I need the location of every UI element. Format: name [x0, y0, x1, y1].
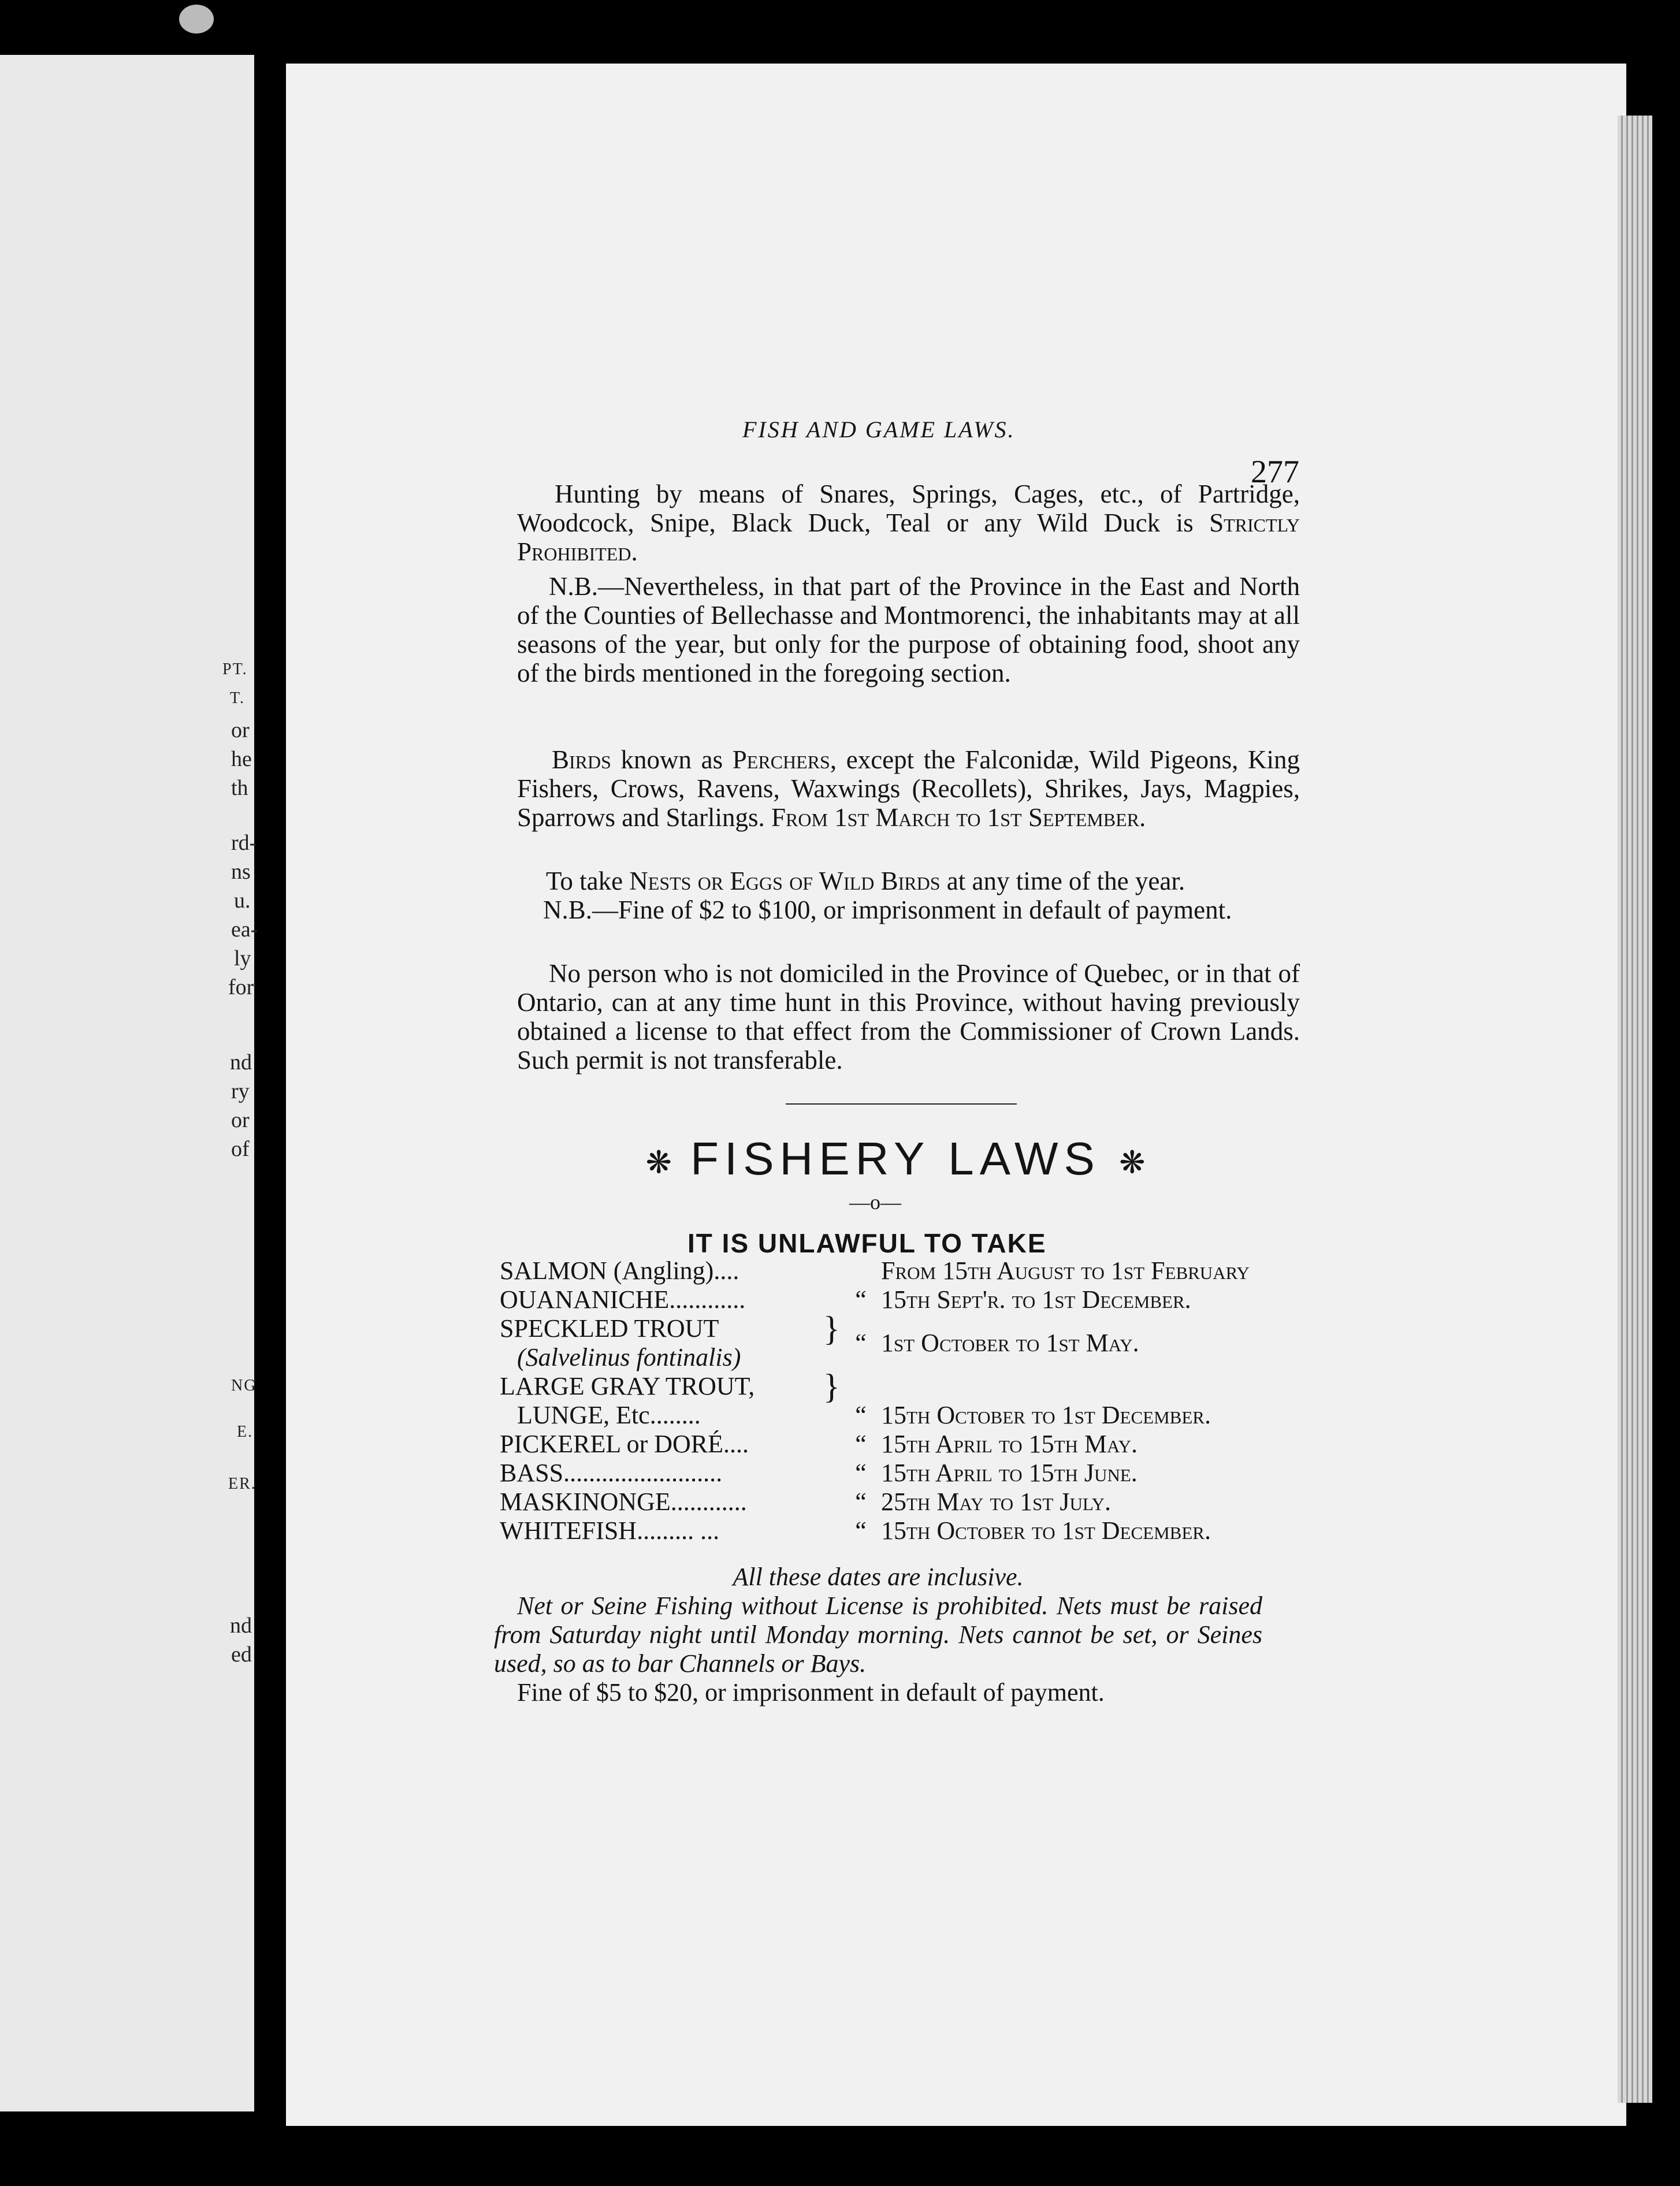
table-row — [500, 1256, 1268, 1285]
ditto-mark: “ — [855, 1329, 867, 1357]
ornament-right-icon: ❋ — [1119, 1145, 1146, 1180]
right-page — [286, 64, 1626, 2126]
left-fragment: E. — [237, 1423, 254, 1441]
table-row — [500, 1488, 1268, 1516]
paragraph-text: except the Falconidæ, Wild Pigeons, King Fishers, Crows, Ravens, Waxwings (Recollets), Shrikes, Jays, Magpies, Sparrows and Starlings. — [517, 745, 1300, 832]
paragraph-text: known as — [620, 745, 723, 774]
closed-period: 15th April to 15th May. — [881, 1430, 1138, 1458]
left-fragment: PT. — [222, 660, 248, 678]
table-row — [500, 1314, 1268, 1372]
paragraph-text: To take — [546, 867, 623, 895]
paragraph-snares — [517, 479, 1300, 566]
paragraph-smallcaps: Nests or Eggs of Wild Birds — [629, 867, 941, 895]
ditto-mark: “ — [855, 1516, 867, 1545]
table-row — [500, 1372, 1268, 1430]
table-row — [500, 1285, 1268, 1314]
left-fragment: ry — [231, 1079, 250, 1103]
left-fragment: or — [231, 1108, 250, 1132]
brace-icon: } — [823, 1310, 840, 1348]
paragraph-text: at any time of the year. — [946, 867, 1185, 895]
section-title: FISHERY LAWS — [690, 1133, 1101, 1184]
fish-latin-name: (Salvelinus fontinalis) — [517, 1343, 741, 1371]
left-fragment: ea- — [231, 917, 258, 942]
left-fragment: ns — [231, 860, 251, 884]
fish-name-cell — [500, 1372, 823, 1430]
left-fragment: ER. — [228, 1475, 257, 1493]
fish-name: WHITEFISH......... ... — [500, 1516, 720, 1545]
section-rule — [786, 1103, 1017, 1105]
closed-seasons-table — [500, 1256, 1268, 1545]
left-fragment: th — [231, 776, 248, 800]
left-fragment: of — [231, 1137, 250, 1161]
table-row — [500, 1430, 1268, 1459]
running-title: FISH AND GAME LAWS. — [742, 417, 1016, 443]
paragraph-nb-fine: N.B.—Fine of $2 to $100, or imprisonment in default of payment. — [543, 895, 1232, 924]
table-row — [500, 1459, 1268, 1488]
left-fragment: he — [231, 747, 252, 771]
left-fragment: for — [228, 975, 254, 999]
paragraph-smallcaps: Perchers, — [732, 745, 837, 774]
page-stack-edge — [1618, 116, 1652, 2103]
subheading: IT IS UNLAWFUL TO TAKE — [687, 1228, 1047, 1258]
fish-name: SPECKLED TROUT — [500, 1314, 719, 1343]
page-number: 277 — [1251, 454, 1299, 490]
closed-period: 15th Sept'r. to 1st December. — [881, 1285, 1191, 1314]
fish-name-continued: LUNGE, Etc........ — [517, 1401, 701, 1429]
left-fragment: ed — [231, 1642, 252, 1667]
ink-blot — [179, 5, 214, 34]
divider-ornament: —o— — [849, 1191, 901, 1214]
left-fragment: T. — [230, 689, 246, 707]
ornament-left-icon: ❋ — [645, 1145, 672, 1180]
left-fragment: or — [231, 718, 250, 742]
fish-name-cell — [500, 1314, 823, 1372]
fish-name: PICKEREL or DORÉ.... — [500, 1430, 749, 1458]
paragraph-nb-nevertheless: N.B.—Nevertheless, in that part of the Province in the East and North of the Counties of Bellechasse and Montmorenci, the inhabitants may at all seasons of the year, but only for the purpose of obtaining food, shoot any of the birds mentioned in the foregoing section. — [517, 572, 1300, 687]
brace-icon: } — [823, 1367, 840, 1406]
ditto-mark: “ — [855, 1488, 867, 1516]
left-page — [0, 55, 258, 2111]
paragraph-nests — [517, 867, 1300, 895]
left-fragment: ly — [234, 946, 251, 971]
fish-name: BASS......................... — [500, 1459, 723, 1487]
ditto-mark: “ — [855, 1430, 867, 1458]
left-fragment: rd- — [231, 831, 257, 855]
paragraph-smallcaps: Strictly Prohibited. — [517, 508, 1300, 566]
ditto-mark: “ — [855, 1459, 867, 1487]
fish-name: MASKINONGE............ — [500, 1488, 747, 1516]
ditto-mark: “ — [855, 1285, 867, 1314]
closed-period: 1st October to 1st May. — [881, 1329, 1139, 1357]
fine-note: Fine of $5 to $20, or imprisonment in default of payment. — [517, 1678, 1105, 1707]
net-fishing-note: Net or Seine Fishing without License is prohibited. Nets must be raised from Saturday night until Monday morning. Nets cannot be set, or Seines used, so as to bar Channels or Bays. — [494, 1592, 1262, 1678]
paragraph-smallcaps: Birds — [552, 745, 611, 774]
closed-period: 15th April to 15th June. — [881, 1459, 1138, 1487]
paragraph-text: Hunting by means of Snares, Springs, Cages, etc., of Partridge, Woodcock, Snipe, Black Duck, Teal or any Wild Duck is — [517, 479, 1300, 537]
left-fragment: u. — [234, 888, 251, 913]
left-fragment: NG — [231, 1377, 257, 1395]
paragraph-smallcaps: From 1st March to 1st September. — [771, 803, 1146, 832]
left-fragment: nd — [230, 1614, 252, 1638]
paragraph-perchers — [517, 745, 1300, 832]
closed-period: 25th May to 1st July. — [881, 1488, 1112, 1516]
ditto-mark: “ — [855, 1401, 867, 1429]
left-fragment: nd — [230, 1050, 252, 1075]
inclusive-note: All these dates are inclusive. — [733, 1563, 1024, 1591]
fish-name: OUANANICHE............ — [500, 1285, 746, 1314]
ditto-mark — [841, 1256, 881, 1285]
closed-period: 15th October to 1st December. — [881, 1516, 1211, 1545]
closed-period: 15th October to 1st December. — [881, 1401, 1211, 1429]
closed-period: From 15th August to 1st February — [881, 1256, 1250, 1285]
fish-name: LARGE GRAY TROUT, — [500, 1372, 755, 1400]
fish-name: SALMON (Angling).... — [500, 1256, 739, 1285]
section-heading — [618, 1132, 1173, 1185]
paragraph-license: No person who is not domiciled in the Province of Quebec, or in that of Ontario, can at any time hunt in this Province, without having previously obtained a license to that effect from the Commissioner of Crown Lands. Such permit is not transferable. — [517, 959, 1300, 1075]
table-row — [500, 1516, 1268, 1545]
